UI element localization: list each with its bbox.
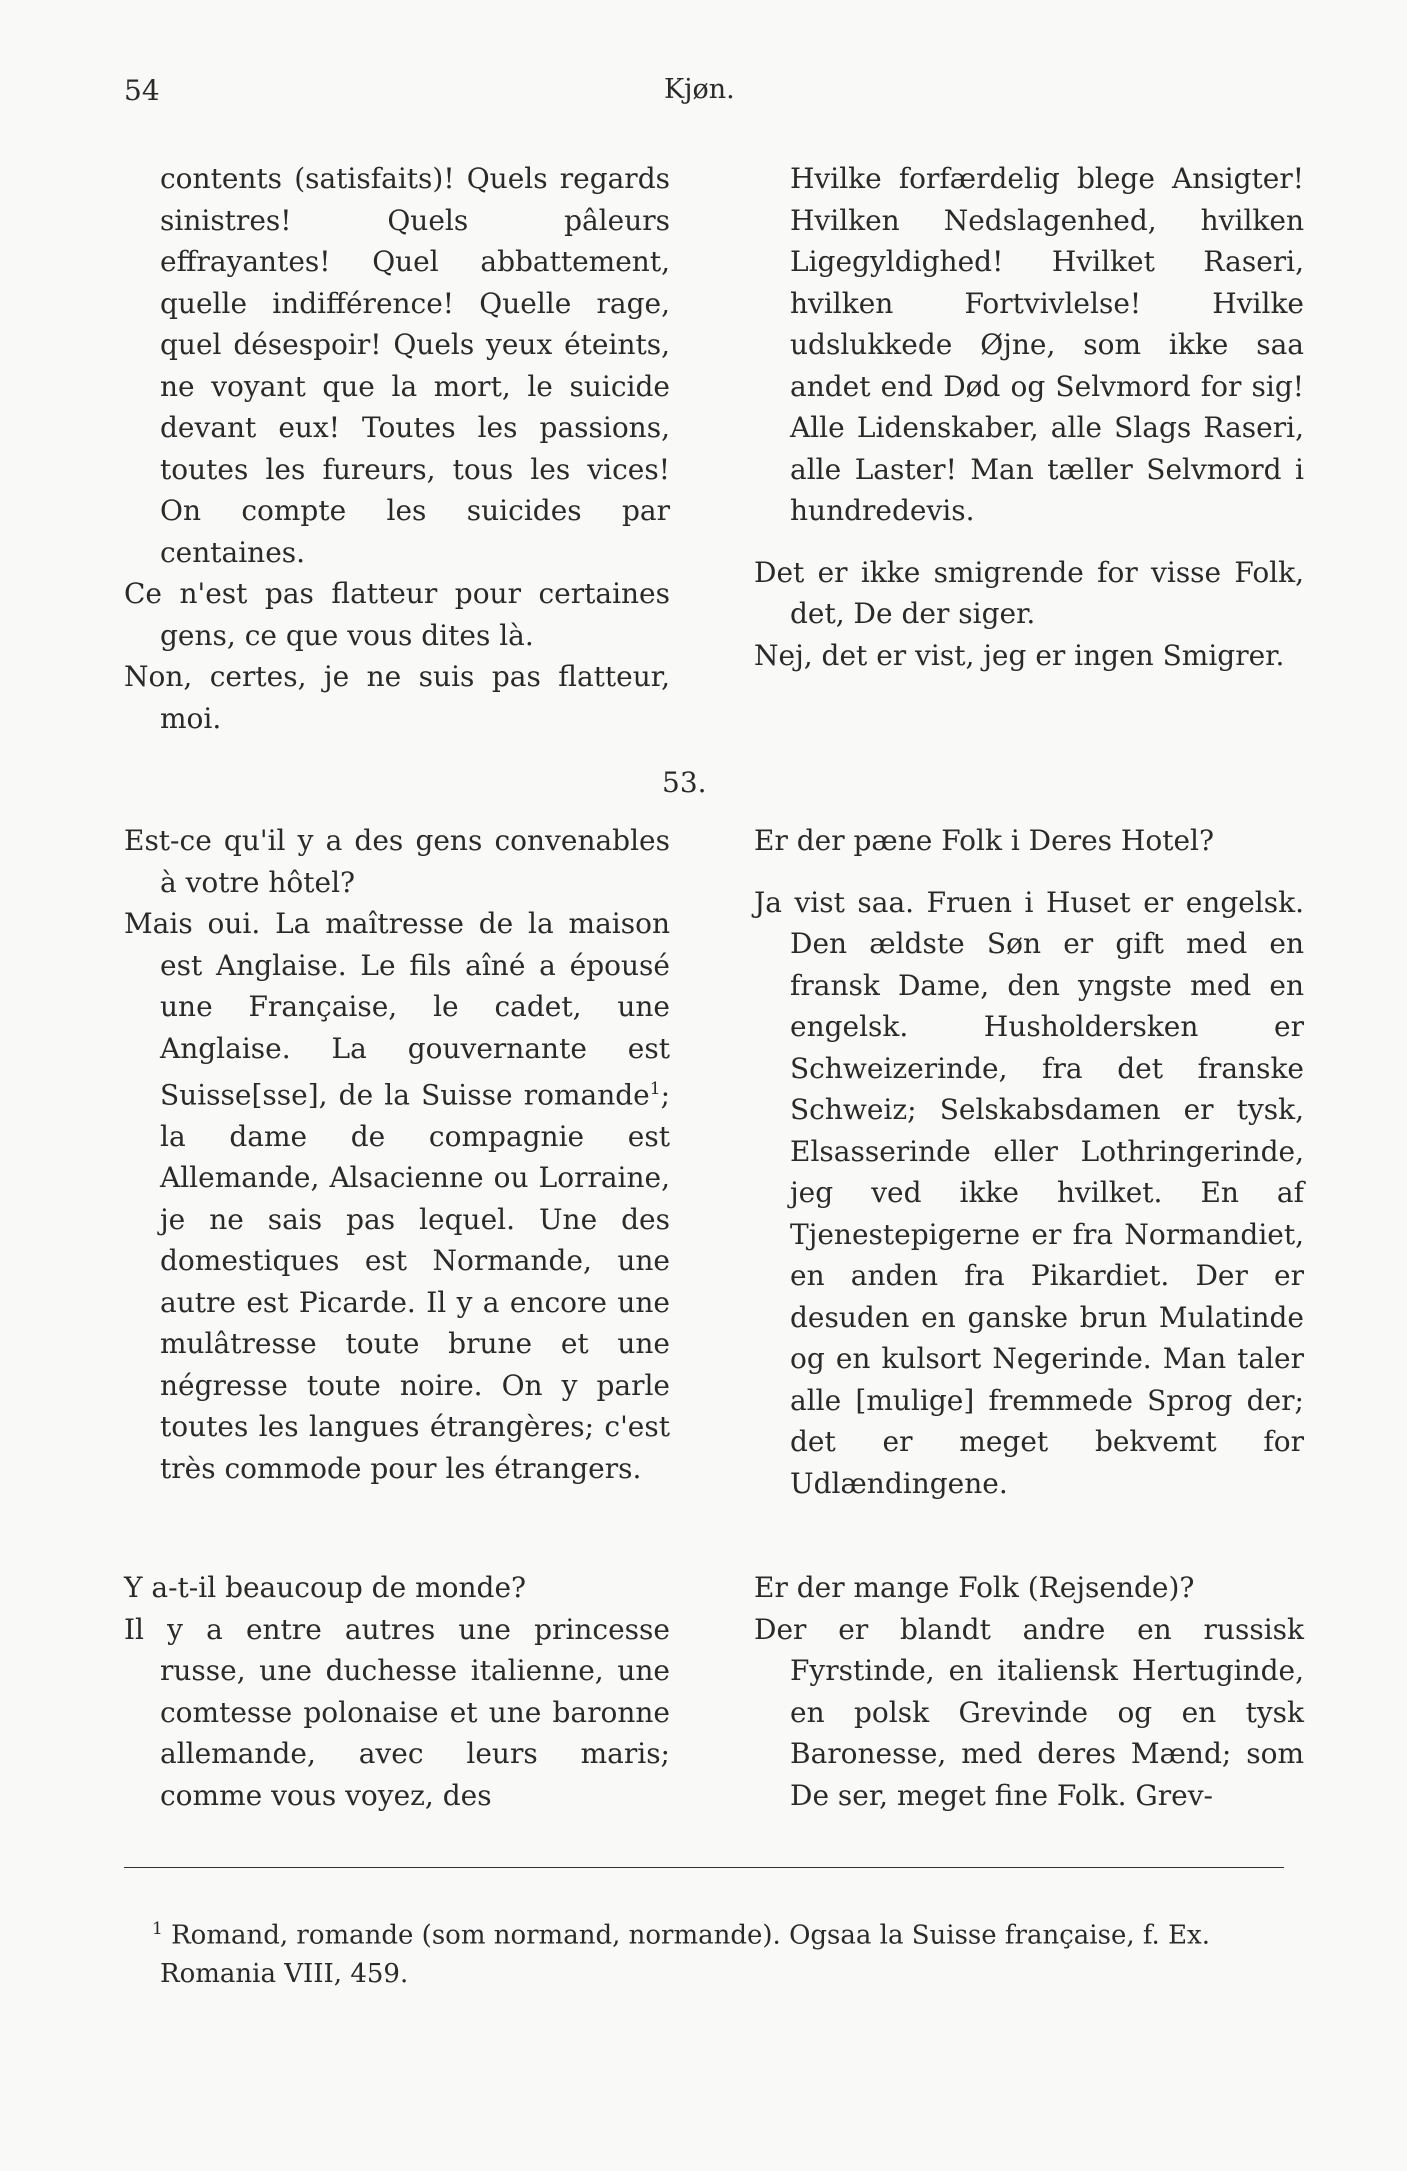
footnote-mark: 1 [152, 1919, 163, 1939]
french-column-block-1 [124, 158, 670, 739]
french-paragraph [124, 903, 670, 1489]
section-number: 53. [662, 766, 707, 799]
page-number: 54 [124, 74, 160, 107]
french-column-block-2 [124, 820, 670, 1489]
footnote-reference: 1 [649, 1079, 661, 1099]
french-paragraph: Y a-t-il beaucoup de monde? [124, 1571, 527, 1604]
french-text: Mais oui. La maîtresse de la maison est Anglaise. Le fils aîné a épousé une Française, le cadet, une Anglaise. La gouvernante est Suisse[sse], de la Suisse romande [124, 907, 670, 1112]
footnote-text: Romand, romande (som normand, normande). Ogsaa la Suisse française, f. Ex. Romania VIII, 459. [160, 1920, 1210, 1989]
french-column-block-3 [124, 1567, 670, 1816]
footnote-divider [124, 1867, 1284, 1868]
french-paragraph: Non, certes, je ne suis pas flatteur, moi. [124, 660, 670, 735]
danish-paragraph: Der er blandt andre en russisk Fyrstinde, en italiensk Hertuginde, en polsk Grevinde og en tysk Baronesse, med deres Mænd; som De ser, meget fine Folk. Grev- [754, 1612, 1304, 1812]
danish-paragraph: Det er ikke smigrende for visse Folk, det, De der siger. [754, 555, 1304, 630]
french-paragraph: contents (satisfaits)! Quels regards sinistres! Quels pâleurs effrayantes! Quel abbattement, quelle indifférence! Quelle rage, quel désespoir! Quels yeux éteints, ne voyant que la mort, le suicide devant eux! Toutes les passions, toutes les fureurs, tous les vices! On compte les suicides par centaines. [160, 162, 670, 569]
danish-paragraph: Ja vist saa. Fruen i Huset er engelsk. Den ældste Søn er gift med en fransk Dame, den yngste med en engelsk. Husholdersken er Schweizerinde, fra det franske Schweiz; Selskabsdamen er tysk, Elsasserinde eller Lothringerinde, jeg ved ikke hvilket. En af Tjenestepigerne er fra Normandiet, en anden fra Pikardiet. Der er desuden en ganske brun Mulatinde og en kulsort Negerinde. Man taler alle [mulige] fremmede Sprog der; det er meget bekvemt for Udlændingene. [754, 885, 1304, 1500]
danish-paragraph: Er der mange Folk (Rejsende)? [754, 1571, 1195, 1604]
page-header [124, 74, 1284, 114]
running-head: Kjøn. [664, 74, 735, 105]
french-paragraph: Est-ce qu'il y a des gens convenables à votre hôtel? [124, 824, 670, 899]
french-paragraph: Ce n'est pas flatteur pour certaines gens, ce que vous dites là. [124, 577, 670, 652]
french-text: ; la dame de compagnie est Allemande, Alsacienne ou Lorraine, je ne sais pas lequel. Une des domestiques est Normande, une autre est Picarde. Il y a encore une mulâtresse toute brune et une négresse toute noire. On y parle toutes les langues étrangères; c'est très commode pour les étrangers. [160, 1078, 670, 1485]
danish-paragraph: Er der pæne Folk i Deres Hotel? [754, 824, 1214, 857]
danish-paragraph: Hvilke forfærdelig blege Ansigter! Hvilken Nedslagenhed, hvilken Ligegyldighed! Hvilket Raseri, hvilken Fortvivlelse! Hvilke udslukkede Øjne, som ikke saa andet end Død og Selvmord for sig! Alle Lidenskaber, alle Slags Raseri, alle Laster! Man tæller Selvmord i hundredevis. [790, 162, 1304, 527]
french-paragraph: Il y a entre autres une princesse russe, une duchesse italienne, une comtesse polonaise et une baronne allemande, avec leurs maris; comme vous voyez, des [124, 1612, 670, 1812]
danish-column-block-2 [754, 820, 1304, 1504]
footnote [124, 1910, 1284, 1993]
danish-paragraph: Nej, det er vist, jeg er ingen Smigrer. [754, 638, 1285, 672]
danish-column-block-1 [754, 158, 1304, 676]
danish-column-block-3 [754, 1567, 1304, 1816]
